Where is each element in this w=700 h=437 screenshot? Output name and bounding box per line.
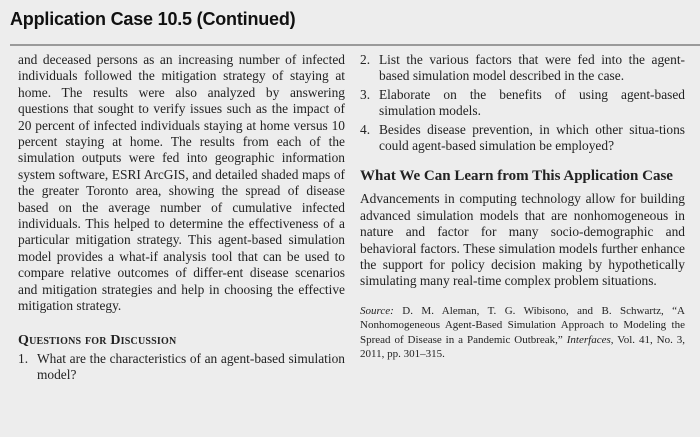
- question-text: Besides disease prevention, in which other situa-tions could agent-based simulation be employed?: [379, 121, 685, 154]
- questions-list-left: [18, 351, 345, 384]
- source-journal: Interfaces,: [566, 333, 614, 346]
- questions-list-right: [360, 52, 685, 154]
- learn-heading: What We Can Learn from This Application Case: [360, 168, 673, 185]
- question-text: What are the characteristics of an agent-based simulation model?: [37, 350, 345, 383]
- source-citation: [360, 304, 685, 362]
- source-authors-title: D. M. Aleman, T. G. Wibisono, and B. Schwartz, “A Nonhomogeneous Agent-Based Simulation Approach to Modeling the Spread of Disease in a Pandemic Outbreak,”: [360, 304, 685, 346]
- question-text: List the various factors that were fed into the agent-based simulation model described in the case.: [379, 52, 685, 84]
- question-item: [360, 87, 685, 120]
- questions-heading: Questions for Discussion: [18, 332, 177, 348]
- case-title: Application Case 10.5 (Continued): [10, 9, 296, 29]
- question-item: [360, 122, 685, 155]
- question-item: [360, 52, 685, 85]
- learn-paragraph: Advancements in computing technology allow for building advanced simulation models that are nonhomogeneous in nature and factor for many socio-demographic and behavioral factors. These simulation models further enhance the support for policy decision making by hypothetically simulating many real-time complex problem situations.: [360, 191, 685, 289]
- body-paragraph: and deceased persons as an increasing number of infected individuals followed the mitigation strategy of staying at home. The results were also analyzed by answering questions that sought to verify issues such as the impact of 20 percent of infected individuals staying at home versus 10 percent staying at home. The results from each of the simulation outputs were fed into geographic information system software, ESRI ArcGIS, and detailed shaded maps of the greater Toronto area, showing the spread of disease based on the average number of cumulative infected individuals. This helped to determine the effectiveness of a particular mitigation strategy. This agent-based simulation model provides a what-if analysis tool that can be used to compare relative outcomes of differ-ent disease scenarios and mitigation strategies and help in choosing the effective mitigation strategy.: [18, 52, 345, 314]
- title-rule: [10, 44, 700, 46]
- left-column: [18, 52, 345, 386]
- question-number: 3.: [360, 86, 371, 102]
- question-number: 1.: [18, 350, 29, 366]
- source-label: Source:: [360, 304, 394, 317]
- source-details: Vol. 41, No. 3, 2011, pp. 301–315.: [360, 333, 686, 361]
- right-column: [360, 52, 685, 362]
- question-number: 4.: [360, 121, 371, 137]
- question-number: 2.: [360, 52, 371, 67]
- question-item: [18, 351, 345, 384]
- question-text: Elaborate on the benefits of using agent-based simulation models.: [379, 86, 685, 119]
